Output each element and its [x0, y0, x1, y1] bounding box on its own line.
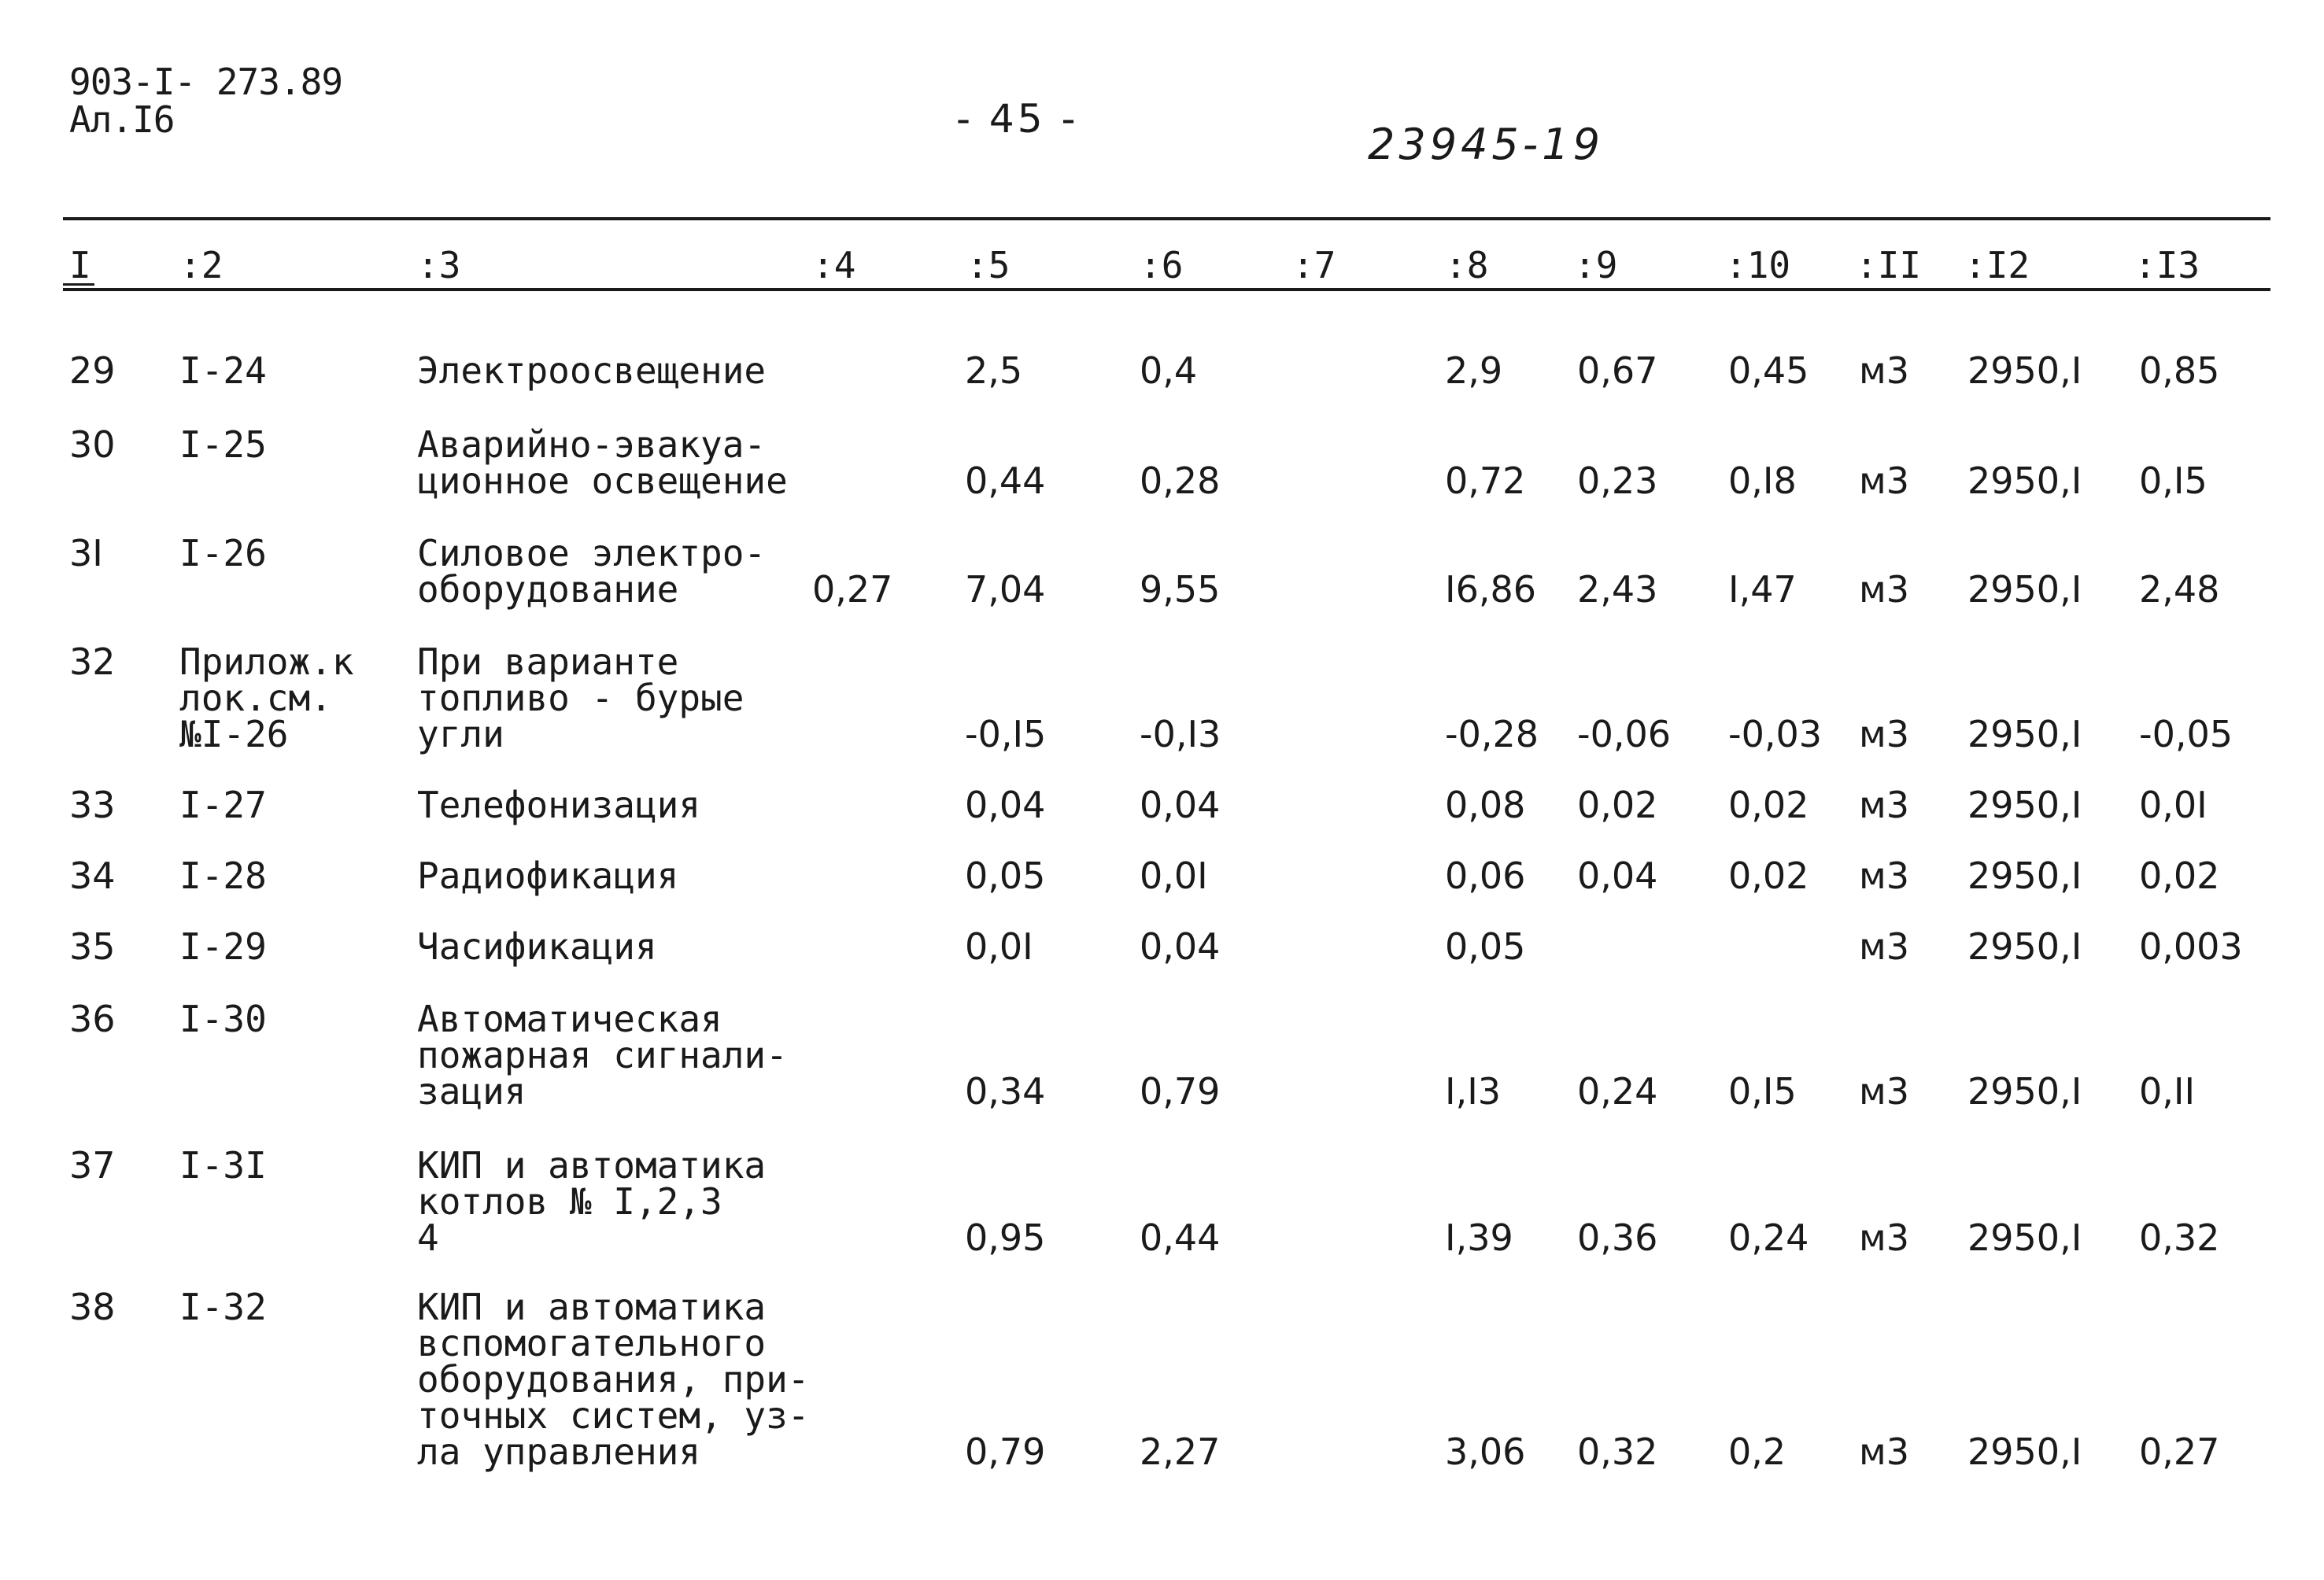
work-description: Электроосвещение [417, 349, 767, 392]
value-col-6: 0,79 [1140, 1070, 1221, 1113]
work-description: КИП и автоматика вспомогательного оборудования, при- точных систем, уз- ла управления [417, 1286, 810, 1473]
value-col-8: I,39 [1445, 1216, 1513, 1259]
value-col-10: 0,02 [1728, 855, 1809, 897]
value-col-8: 0,06 [1445, 855, 1526, 897]
value-col-4: 0,27 [812, 568, 893, 611]
value-col-12: 2950,I [1967, 925, 2082, 968]
work-description: КИП и автоматика котлов № I,2,3 4 [417, 1144, 767, 1259]
value-col-5: 0,95 [965, 1216, 1046, 1259]
value-col-9: 0,67 [1577, 349, 1658, 392]
value-col-6: 0,4 [1140, 349, 1198, 392]
column-header-1: I [69, 244, 91, 286]
estimate-number: I-27 [179, 784, 267, 826]
row-number: 32 [69, 640, 116, 683]
work-description: При варианте топливо - бурые угли [417, 640, 744, 755]
column-header-12: :I2 [1964, 244, 2030, 286]
value-col-12: 2950,I [1967, 349, 2082, 392]
column-header-2: :2 [179, 244, 224, 286]
estimate-number: I-28 [179, 855, 267, 897]
value-col-13: -0,05 [2139, 713, 2233, 755]
value-col-8: 3,06 [1445, 1430, 1526, 1473]
value-col-9: 0,04 [1577, 855, 1658, 897]
value-col-13: 2,48 [2139, 568, 2220, 611]
row-number: 36 [69, 998, 116, 1040]
column-header-3: :3 [417, 244, 461, 286]
value-col-10: 0,02 [1728, 784, 1809, 826]
value-col-5: 7,04 [965, 568, 1046, 611]
value-col-9: 0,02 [1577, 784, 1658, 826]
value-col-12: 2950,I [1967, 1430, 2082, 1473]
column-header-8: :8 [1445, 244, 1489, 286]
work-description: Часификация [417, 925, 657, 968]
column-header-4: :4 [812, 244, 856, 286]
value-col-8: 2,9 [1445, 349, 1503, 392]
row-number: 30 [69, 423, 116, 466]
estimate-number: I-30 [179, 998, 267, 1040]
unit-col-11: м3 [1859, 1070, 1909, 1113]
unit-col-11: м3 [1859, 460, 1909, 502]
value-col-8: I,I3 [1445, 1070, 1502, 1113]
value-col-12: 2950,I [1967, 460, 2082, 502]
value-col-6: 0,28 [1140, 460, 1221, 502]
value-col-13: 0,27 [2139, 1430, 2220, 1473]
value-col-9: 2,43 [1577, 568, 1658, 611]
value-col-12: 2950,I [1967, 568, 2082, 611]
row-number: 38 [69, 1286, 116, 1328]
value-col-10: 0,I8 [1728, 460, 1797, 502]
row-number: 35 [69, 925, 116, 968]
value-col-13: 0,003 [2139, 925, 2243, 968]
value-col-8: 0,05 [1445, 925, 1526, 968]
value-col-5: 0,0I [965, 925, 1033, 968]
document-code-line-1: 903-I- 273.89 [69, 61, 343, 103]
estimate-number: I-29 [179, 925, 267, 968]
value-col-8: I6,86 [1445, 568, 1536, 611]
value-col-9: 0,32 [1577, 1430, 1658, 1473]
document-code [69, 61, 343, 141]
value-col-5: 0,34 [965, 1070, 1046, 1113]
value-col-12: 2950,I [1967, 784, 2082, 826]
value-col-13: 0,II [2139, 1070, 2196, 1113]
value-col-8: -0,28 [1445, 713, 1539, 755]
value-col-12: 2950,I [1967, 855, 2082, 897]
work-description: Телефонизация [417, 784, 701, 826]
top-rule [63, 217, 2270, 220]
value-col-10: 0,2 [1728, 1430, 1786, 1473]
value-col-13: 0,I5 [2139, 460, 2208, 502]
value-col-5: 0,04 [965, 784, 1046, 826]
unit-col-11: м3 [1859, 713, 1909, 755]
value-col-8: 0,08 [1445, 784, 1526, 826]
value-col-6: 0,04 [1140, 784, 1221, 826]
row-number: 37 [69, 1144, 116, 1187]
estimate-number: I-26 [179, 532, 267, 574]
unit-col-11: м3 [1859, 855, 1909, 897]
unit-col-11: м3 [1859, 568, 1909, 611]
unit-col-11: м3 [1859, 349, 1909, 392]
value-col-13: 0,32 [2139, 1216, 2220, 1259]
value-col-6: 0,44 [1140, 1216, 1221, 1259]
document-code-line-2: Ал.I6 [69, 98, 175, 141]
value-col-12: 2950,I [1967, 1216, 2082, 1259]
value-col-13: 0,85 [2139, 349, 2220, 392]
value-col-6: 0,04 [1140, 925, 1221, 968]
estimate-number: I-3I [179, 1144, 267, 1187]
work-description: Аварийно-эвакуа- ционное освещение [417, 423, 788, 502]
work-description: Автоматическая пожарная сигнали- зация [417, 998, 788, 1113]
value-col-5: -0,I5 [965, 713, 1047, 755]
page-number: - 45 - [956, 96, 1079, 142]
value-col-9: 0,23 [1577, 460, 1658, 502]
header-rule [63, 288, 2270, 291]
estimate-number: I-32 [179, 1286, 267, 1328]
value-col-10: 0,45 [1728, 349, 1809, 392]
value-col-5: 2,5 [965, 349, 1023, 392]
value-col-5: 0,05 [965, 855, 1046, 897]
row-number: 34 [69, 855, 116, 897]
unit-col-11: м3 [1859, 1430, 1909, 1473]
value-col-9: -0,06 [1577, 713, 1672, 755]
column-header-11: :II [1856, 244, 1922, 286]
row-number: 3I [69, 532, 103, 574]
column-header-9: :9 [1574, 244, 1618, 286]
column-header-10: :10 [1725, 244, 1791, 286]
unit-col-11: м3 [1859, 925, 1909, 968]
value-col-9: 0,24 [1577, 1070, 1658, 1113]
work-description: Радиофикация [417, 855, 679, 897]
value-col-13: 0,02 [2139, 855, 2220, 897]
row-number: 33 [69, 784, 116, 826]
value-col-10: 0,I5 [1728, 1070, 1797, 1113]
value-col-5: 0,79 [965, 1430, 1046, 1473]
value-col-6: 2,27 [1140, 1430, 1221, 1473]
archive-number: 23945-19 [1368, 120, 1604, 169]
column-header-13: :I3 [2134, 244, 2200, 286]
value-col-12: 2950,I [1967, 1070, 2082, 1113]
estimate-number: I-24 [179, 349, 267, 392]
column-header-5: :5 [966, 244, 1011, 286]
value-col-12: 2950,I [1967, 713, 2082, 755]
estimate-number: Прилож.к лок.см. №I-26 [179, 640, 354, 755]
column-header-7: :7 [1292, 244, 1336, 286]
value-col-6: 9,55 [1140, 568, 1221, 611]
value-col-9: 0,36 [1577, 1216, 1658, 1259]
unit-col-11: м3 [1859, 1216, 1909, 1259]
value-col-10: 0,24 [1728, 1216, 1809, 1259]
unit-col-11: м3 [1859, 784, 1909, 826]
value-col-13: 0,0I [2139, 784, 2208, 826]
value-col-6: -0,I3 [1140, 713, 1221, 755]
value-col-10: -0,03 [1728, 713, 1823, 755]
row-number: 29 [69, 349, 116, 392]
column-header-6: :6 [1140, 244, 1184, 286]
value-col-6: 0,0I [1140, 855, 1208, 897]
value-col-5: 0,44 [965, 460, 1046, 502]
estimate-number: I-25 [179, 423, 267, 466]
work-description: Силовое электро- оборудование [417, 532, 767, 611]
value-col-10: I,47 [1728, 568, 1797, 611]
value-col-8: 0,72 [1445, 460, 1526, 502]
